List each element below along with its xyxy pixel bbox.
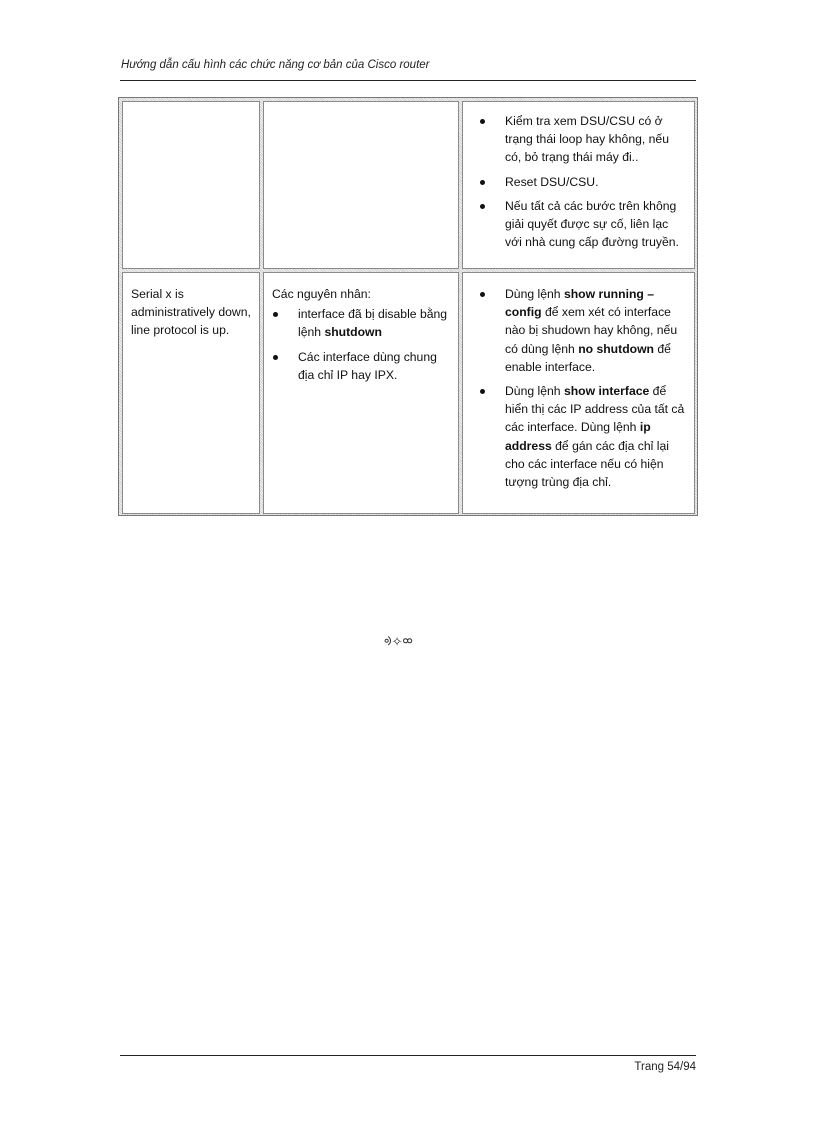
cause-text: interface đã bị disable bằng lệnh [298, 307, 448, 340]
symptom-text: Serial x is administratively down, line protocol is up. [131, 287, 251, 338]
bullet-icon [480, 180, 485, 185]
row1-cause-cell [263, 101, 459, 269]
troubleshooting-table [118, 97, 698, 516]
action-text: để xem xét có interface nào bị shudown hay không, nếu có dùng lệnh [505, 305, 678, 356]
list-item [272, 305, 452, 341]
row2-cause-cell [263, 272, 459, 514]
row1-action-list [471, 112, 688, 251]
section-ornament-icon: ᢀ✧ᢁ [384, 635, 413, 650]
action-text: Nếu tất cả các bước trên không giải quyết được sự cố, liên lạc với nhà cung cấp đường truyền. [505, 198, 679, 250]
bullet-icon [480, 204, 485, 209]
cause-text: Các interface dùng chung địa chỉ IP hay IPX. [298, 349, 437, 382]
action-text: để gán các địa chỉ lại cho các interface nếu có hiện tượng trùng địa chỉ. [505, 438, 669, 490]
action-text: Reset DSU/CSU. [505, 174, 599, 189]
footer-divider [120, 1055, 696, 1056]
list-item [272, 348, 452, 384]
row2-symptom-cell [122, 272, 260, 514]
bullet-icon [480, 389, 485, 394]
page-header-title: Hướng dẫn cấu hình các chức năng cơ bản của Cisco router [121, 59, 430, 71]
bullet-icon [273, 312, 278, 317]
row1-action-cell [462, 101, 695, 269]
list-item [471, 382, 688, 491]
command-text: no shutdown [578, 341, 655, 356]
list-item [471, 285, 688, 376]
row2-action-cell [462, 272, 695, 514]
list-item [471, 112, 688, 167]
bullet-icon [480, 119, 485, 124]
action-text: để hiển thị các IP address của tất cả các interface. Dùng lệnh [505, 384, 685, 435]
list-item [471, 173, 688, 191]
action-text: Dùng lệnh [505, 287, 564, 301]
command-text: show running – config [505, 287, 655, 320]
command-text: shutdown [324, 325, 382, 340]
action-text: Kiểm tra xem DSU/CSU có ở trạng thái loop hay không, nếu có, bỏ trạng thái máy đi.. [505, 114, 669, 165]
command-text: ip address [505, 420, 651, 453]
header-divider [120, 80, 696, 81]
row2-action-list [471, 285, 688, 491]
bullet-icon [480, 292, 485, 297]
bullet-icon [273, 355, 278, 360]
command-text: show interface [563, 384, 650, 399]
cause-intro: Các nguyên nhân: [272, 287, 371, 301]
row1-symptom-cell [122, 101, 260, 269]
action-text: để enable interface. [505, 341, 671, 374]
page-number: Trang 54/94 [634, 1061, 696, 1073]
row2-cause-list [272, 305, 452, 384]
action-text: Dùng lệnh [505, 384, 564, 399]
list-item [471, 197, 688, 252]
